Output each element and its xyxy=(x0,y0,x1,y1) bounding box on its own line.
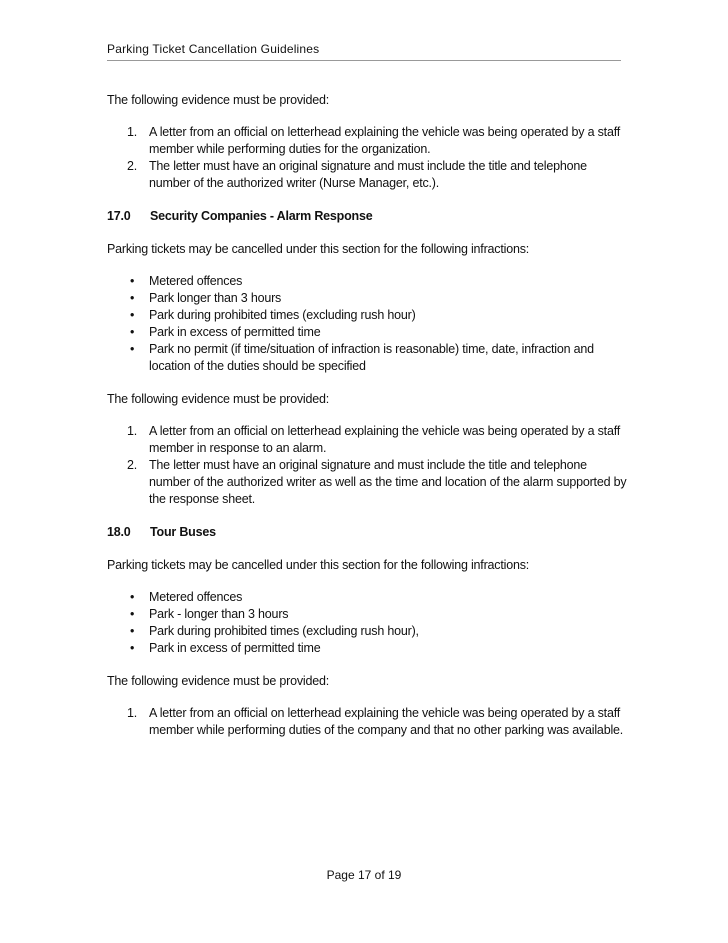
list-item xyxy=(107,705,627,739)
list-item xyxy=(107,623,627,640)
section-number: 17.0 xyxy=(107,209,131,223)
list-item-text: Park longer than 3 hours xyxy=(149,291,282,305)
list-item-text: The letter must have an original signature and must include the title and telephone number of the authorized writer (Nurse Manager, etc.). xyxy=(149,159,587,190)
evidence-list xyxy=(107,705,627,739)
list-item-text: Park no permit (if time/situation of infraction is reasonable) time, date, infraction and location of the duties should be specified xyxy=(149,342,594,373)
list-item-text: Metered offences xyxy=(149,274,243,288)
list-number: 2. xyxy=(127,159,138,173)
page-footer xyxy=(0,868,728,882)
infractions-list xyxy=(107,589,627,657)
section-number: 18.0 xyxy=(107,525,131,539)
bullet-icon: • xyxy=(130,641,135,655)
list-item-text: A letter from an official on letterhead explaining the vehicle was being operated by a staff member in response to an alarm. xyxy=(149,424,621,455)
list-number: 2. xyxy=(127,458,138,472)
list-item-text: Park in excess of permitted time xyxy=(149,641,321,655)
list-item xyxy=(107,124,627,158)
list-item xyxy=(107,589,627,606)
bullet-icon: • xyxy=(130,308,135,322)
infractions-intro: Parking tickets may be cancelled under this section for the following infractions: xyxy=(107,242,530,256)
document-body xyxy=(107,92,627,755)
evidence-intro: The following evidence must be provided: xyxy=(107,674,329,688)
bullet-icon: • xyxy=(130,342,135,356)
list-item-text: Metered offences xyxy=(149,590,243,604)
list-item xyxy=(107,457,627,508)
list-item xyxy=(107,324,627,341)
section-heading-18 xyxy=(107,524,627,541)
bullet-icon: • xyxy=(130,590,135,604)
section-title: Security Companies - Alarm Response xyxy=(150,209,373,223)
list-item xyxy=(107,290,627,307)
bullet-icon: • xyxy=(130,325,135,339)
list-item-text: Park in excess of permitted time xyxy=(149,325,321,339)
evidence-list xyxy=(107,423,627,508)
list-item-text: A letter from an official on letterhead explaining the vehicle was being operated by a staff member while performing duties for the organization. xyxy=(149,125,621,156)
list-number: 1. xyxy=(127,424,138,438)
bullet-icon: • xyxy=(130,274,135,288)
list-item xyxy=(107,158,627,192)
bullet-icon: • xyxy=(130,291,135,305)
infractions-list xyxy=(107,273,627,375)
list-item-text: The letter must have an original signature and must include the title and telephone number of the authorized writer as well as the time and location of the alarm supported by the response sheet. xyxy=(149,458,627,506)
page-header xyxy=(107,42,621,61)
bullet-icon: • xyxy=(130,607,135,621)
page-number: Page 17 of 19 xyxy=(326,868,402,882)
document-title: Parking Ticket Cancellation Guidelines xyxy=(107,42,320,56)
evidence-intro: The following evidence must be provided: xyxy=(107,392,329,406)
list-number: 1. xyxy=(127,706,138,720)
infractions-intro: Parking tickets may be cancelled under this section for the following infractions: xyxy=(107,558,530,572)
list-item-text: Park - longer than 3 hours xyxy=(149,607,289,621)
list-item xyxy=(107,273,627,290)
section-title: Tour Buses xyxy=(150,525,216,539)
evidence-intro: The following evidence must be provided: xyxy=(107,93,329,107)
list-item xyxy=(107,640,627,657)
section-heading-17 xyxy=(107,208,627,225)
list-item xyxy=(107,307,627,324)
list-number: 1. xyxy=(127,125,138,139)
list-item xyxy=(107,341,627,375)
evidence-list xyxy=(107,124,627,192)
list-item-text: Park during prohibited times (excluding rush hour), xyxy=(149,624,419,638)
list-item-text: Park during prohibited times (excluding rush hour) xyxy=(149,308,416,322)
list-item-text: A letter from an official on letterhead explaining the vehicle was being operated by a staff member while performing duties of the company and that no other parking was available. xyxy=(149,706,624,737)
list-item xyxy=(107,423,627,457)
bullet-icon: • xyxy=(130,624,135,638)
list-item xyxy=(107,606,627,623)
